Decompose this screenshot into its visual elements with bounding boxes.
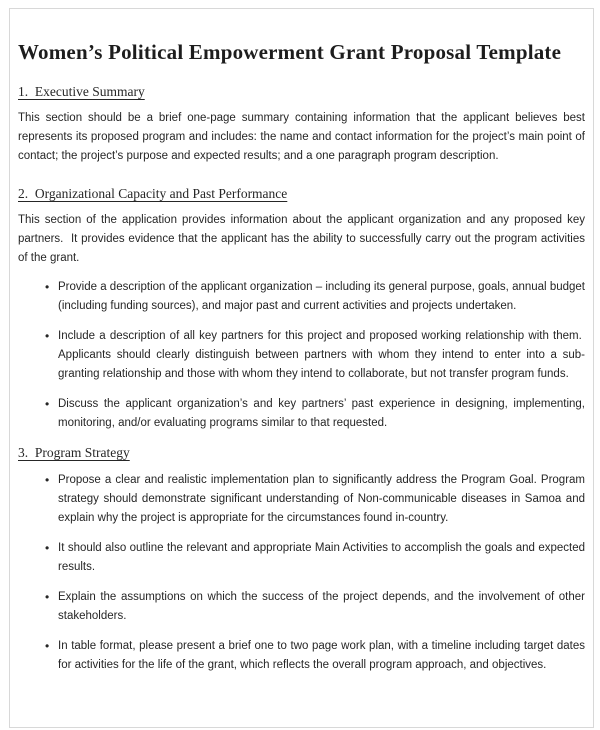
bullet-item: • Provide a description of the applicant organization – including its general purpose, goals, annual budget (including funding sources), and major past and current activities and projects undertaken.	[18, 278, 585, 316]
document-title: Women’s Political Empowerment Grant Proposal Template	[18, 40, 562, 64]
organizational-capacity-paragraph: This section of the application provides information about the applicant organization and any proposed key partners. It provides evidence that the applicant has the ability to successfully carry out the program activities of the grant.	[18, 214, 585, 264]
bullet-item: • It should also outline the relevant and appropriate Main Activities to accomplish the goals and expected results.	[18, 539, 585, 577]
bullet-item: • Include a description of all key partners for this project and proposed working relationship with them. Applicants should clearly distinguish between partners with whom they intend to enter into a sub-granting relationship and those with whom they intend to collaborate, but not transfer program funds.	[18, 327, 585, 384]
bullet-item: • Discuss the applicant organization’s and key partners’ past experience in designing, implementing, monitoring, and/or evaluating programs similar to that requested.	[18, 395, 585, 433]
bullet-item: • Propose a clear and realistic implementation plan to significantly address the Program Goal. Program strategy should demonstrate significant understanding of Non-communicable diseases in Samoa and explain why the project is appropriate for the circumstances found in-country.	[18, 471, 585, 528]
organizational-capacity-bullet-list	[18, 278, 585, 433]
program-strategy-bullet-list	[18, 471, 585, 675]
section-heading-organizational-capacity: 2. Organizational Capacity and Past Performance	[18, 186, 288, 201]
document-content	[10, 9, 593, 675]
document-page	[9, 8, 594, 728]
bullet-item: • Explain the assumptions on which the success of the project depends, and the involvement of other stakeholders.	[18, 588, 585, 626]
section-heading-executive-summary: 1. Executive Summary	[18, 84, 145, 99]
executive-summary-paragraph: This section should be a brief one-page summary containing information that the applicant believes best represents its proposed program and includes: the name and contact information for the project’s main point of contact; the project’s purpose and expected results; and a one paragraph program description.	[18, 112, 585, 162]
bullet-item: • In table format, please present a brief one to two page work plan, with a timeline including target dates for activities for the life of the grant, which reflects the overall program approach, and objectives.	[18, 637, 585, 675]
section-heading-program-strategy: 3. Program Strategy	[18, 445, 130, 460]
